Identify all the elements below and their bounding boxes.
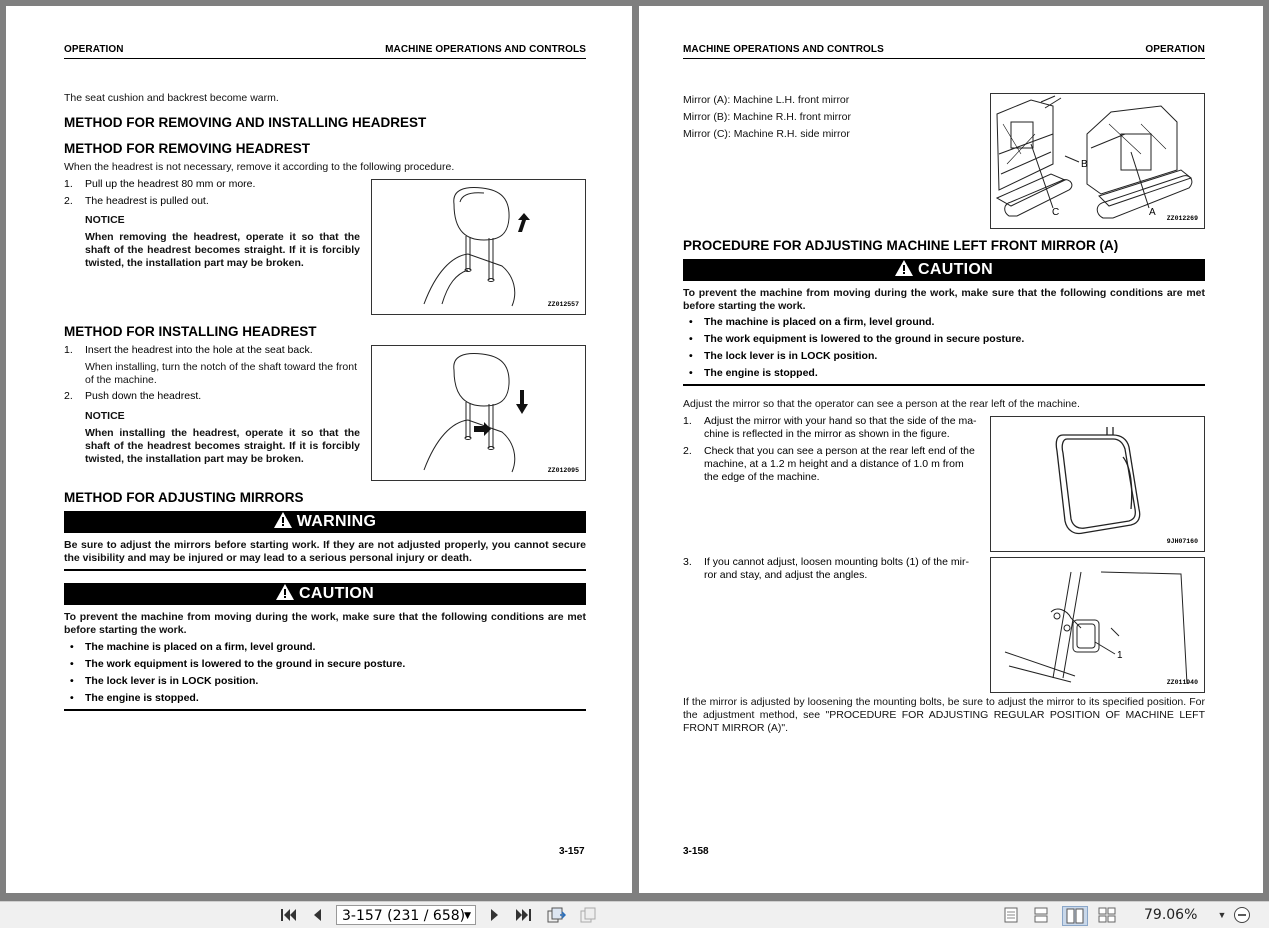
label-b: B	[1081, 159, 1088, 170]
left-page	[6, 6, 632, 893]
caution-label: CAUTION	[299, 585, 374, 602]
install-step-1-note	[85, 361, 365, 387]
step-number: 1.	[683, 415, 692, 427]
figure-code: ZZ012269	[1166, 215, 1198, 222]
divider	[683, 384, 1205, 386]
caution-bullet-list	[683, 316, 1205, 384]
last-page-button[interactable]	[514, 906, 534, 924]
notice-title: NOTICE	[85, 410, 125, 422]
step-line: If you cannot adjust, loosen mounting bolts (1) of the mir-	[704, 556, 969, 568]
notice-line: twisted, the installation part may be broken.	[85, 453, 304, 465]
notice-line: When removing the headrest, operate it so that the	[85, 231, 360, 243]
previous-page-button[interactable]	[308, 906, 326, 924]
single-page-view-button[interactable]	[1001, 906, 1021, 924]
page-number-value: 3-157 (231 / 658)	[342, 908, 466, 924]
list-item: Mirror (B): Machine R.H. front mirror	[683, 111, 852, 123]
continuous-page-icon	[1034, 907, 1048, 923]
go-forward-view-button[interactable]	[578, 906, 600, 924]
list-item: Mirror (C): Machine R.H. side mirror	[683, 128, 850, 140]
warning-label: WARNING	[296, 513, 377, 530]
figure-code: ZZ012557	[547, 301, 579, 308]
notice-line: When installing the headrest, operate it so that the	[85, 427, 360, 439]
list-item: • The engine is stopped.	[64, 692, 586, 709]
warning-triangle-icon	[274, 512, 292, 533]
first-page-icon	[280, 908, 296, 922]
divider	[64, 709, 586, 711]
previous-page-icon	[311, 908, 323, 922]
notice-line: twisted, the installation part may be broken.	[85, 257, 304, 269]
bolt-label: 1	[1117, 650, 1123, 661]
list-item: • The work equipment is lowered to the ground in secure posture.	[683, 333, 1205, 350]
remove-intro: When the headrest is not necessary, remove it according to the following procedure.	[64, 161, 455, 173]
page-header	[683, 44, 1205, 59]
step-line: machine, at a 1.2 m height and a distance of 1.0 m from	[704, 458, 964, 470]
chevron-down-icon[interactable]: ▼	[464, 911, 471, 921]
step-text	[704, 445, 980, 484]
headrest-removal-figure	[371, 179, 586, 315]
mirror-list	[683, 92, 851, 143]
caution-banner	[683, 259, 1205, 281]
step-number: 3.	[683, 556, 692, 568]
adjust-intro: Adjust the mirror so that the operator can see a person at the rear left of the machine.	[683, 398, 1080, 410]
step-number: 2.	[64, 390, 73, 402]
step-text: Pull up the headrest 80 mm or more.	[85, 178, 256, 190]
caution-text: To prevent the machine from moving during the work, make sure that the following conditions are met before starting the work.	[683, 287, 1205, 312]
zoom-level[interactable]: 79.06%	[1144, 907, 1198, 923]
caution-label: CAUTION	[918, 261, 993, 278]
step-number: 1.	[64, 344, 73, 356]
list-item: • The engine is stopped.	[683, 367, 1205, 384]
page-number-field[interactable]	[336, 905, 476, 925]
next-page-button[interactable]	[486, 906, 504, 924]
list-item: • The machine is placed on a firm, level ground.	[64, 641, 586, 658]
note-line: When installing, turn the notch of the shaft toward the front	[85, 361, 357, 373]
page-number: 3-157	[559, 846, 585, 857]
continuous-view-button[interactable]	[1031, 906, 1051, 924]
notice-line: shaft of the headrest becomes straight. If it is forcibly	[85, 244, 360, 256]
heading-main: METHOD FOR REMOVING AND INSTALLING HEADREST	[64, 115, 427, 130]
figure-code: 9JH07160	[1166, 538, 1198, 545]
step-line: chine is reflected in the mirror as shown in the figure.	[704, 428, 950, 440]
label-a: A	[1149, 207, 1156, 218]
step-line: the edge of the machine.	[704, 471, 820, 483]
header-left: MACHINE OPERATIONS AND CONTROLS	[683, 44, 884, 55]
list-item: • The lock lever is in LOCK position.	[683, 350, 1205, 367]
note-line: of the machine.	[85, 374, 157, 386]
figure-code: ZZ011940	[1166, 679, 1198, 686]
zoom-out-icon	[1233, 906, 1251, 924]
notice-title: NOTICE	[85, 214, 125, 226]
machine-mirrors-figure	[990, 93, 1205, 229]
viewer-toolbar	[0, 901, 1269, 928]
step-number: 2.	[64, 195, 73, 207]
notice-text	[85, 231, 360, 270]
list-item: • The machine is placed on a firm, level ground.	[683, 316, 1205, 333]
page-number: 3-158	[683, 846, 709, 857]
mirror-view-figure	[990, 416, 1205, 552]
excavator-illustration	[991, 94, 1204, 228]
page-header	[64, 44, 586, 59]
facing-view-button[interactable]	[1062, 906, 1088, 926]
zoom-out-button[interactable]	[1232, 906, 1252, 924]
notice-line: shaft of the headrest becomes straight. If it is forcibly	[85, 440, 360, 452]
header-right: MACHINE OPERATIONS AND CONTROLS	[385, 44, 586, 55]
single-page-icon	[1004, 907, 1018, 923]
headrest-install-illustration	[372, 346, 585, 480]
notice-text	[85, 427, 360, 466]
heading-mirrors: METHOD FOR ADJUSTING MIRRORS	[64, 490, 304, 505]
caution-bullet-list	[64, 641, 586, 709]
label-c: C	[1052, 207, 1060, 218]
step-line: Check that you can see a person at the rear left end of the	[704, 445, 975, 457]
last-page-icon	[516, 908, 532, 922]
headrest-removal-illustration	[372, 180, 585, 314]
divider	[64, 569, 586, 571]
warning-banner	[64, 511, 586, 533]
continuous-facing-view-button[interactable]	[1096, 906, 1118, 924]
caution-banner	[64, 583, 586, 605]
warning-text: Be sure to adjust the mirrors before starting work. If they are not adjusted properly, you cannot secure the visibility and may be injured or may lead to a serious personal injury or death.	[64, 539, 586, 564]
intro-text: The seat cushion and backrest become warm.	[64, 92, 279, 104]
headrest-install-figure	[371, 345, 586, 481]
warning-triangle-icon	[895, 260, 913, 281]
heading-procedure: PROCEDURE FOR ADJUSTING MACHINE LEFT FRONT MIRROR (A)	[683, 238, 1119, 253]
mirror-bolts-illustration	[991, 558, 1204, 692]
step-text: The headrest is pulled out.	[85, 195, 209, 207]
next-page-icon	[489, 908, 501, 922]
step-text	[704, 415, 980, 441]
list-item: • The work equipment is lowered to the ground in secure posture.	[64, 658, 586, 675]
mounting-bolts-figure	[990, 557, 1205, 693]
right-page	[639, 6, 1263, 893]
header-right: OPERATION	[1145, 44, 1205, 55]
list-item: • The lock lever is in LOCK position.	[64, 675, 586, 692]
list-item: Mirror (A): Machine L.H. front mirror	[683, 94, 850, 106]
step-number: 1.	[64, 178, 73, 190]
warning-triangle-icon	[276, 584, 294, 605]
step-text: Insert the headrest into the hole at the seat back.	[85, 344, 313, 356]
closing-text: If the mirror is adjusted by loosening the mounting bolts, be sure to adjust the mirror to its specified position. For the adjustment method, see "PROCEDURE FOR ADJUSTING REGULAR POSITION OF MACHINE LEFT FRONT MIRROR (A)".	[683, 696, 1205, 734]
zoom-dropdown-chevron-down-icon[interactable]: ▼	[1217, 910, 1227, 920]
step-line: Adjust the mirror with your hand so that the side of the ma-	[704, 415, 977, 427]
previous-view-icon	[546, 907, 566, 923]
caution-text: To prevent the machine from moving during the work, make sure that the following conditions are met before starting the work.	[64, 611, 586, 636]
step-number: 2.	[683, 445, 692, 457]
figure-code: ZZ012095	[547, 467, 579, 474]
facing-pages-icon	[1066, 908, 1084, 924]
header-left: OPERATION	[64, 44, 124, 55]
step-line: ror and stay, and adjust the angles.	[704, 569, 868, 581]
next-view-icon	[579, 907, 599, 923]
heading-install: METHOD FOR INSTALLING HEADREST	[64, 324, 317, 339]
heading-remove: METHOD FOR REMOVING HEADREST	[64, 141, 311, 156]
step-text	[704, 556, 980, 582]
mirror-illustration	[991, 417, 1204, 551]
step-text: Push down the headrest.	[85, 390, 202, 402]
first-page-button[interactable]	[278, 906, 298, 924]
continuous-facing-icon	[1098, 907, 1116, 923]
go-back-view-button[interactable]	[545, 906, 567, 924]
